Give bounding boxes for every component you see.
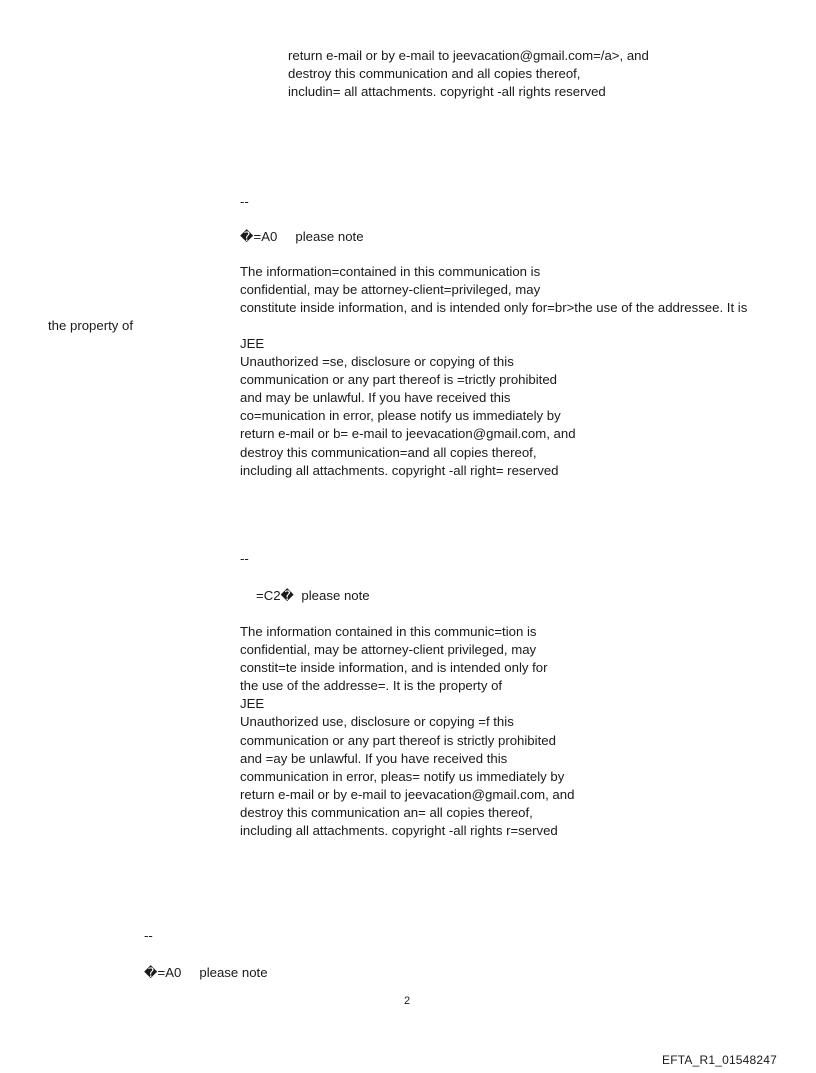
confidentiality-paragraph — [240, 263, 747, 317]
page-number: 2 — [404, 995, 411, 1007]
text-line: communication or any part thereof is =trictly prohibited — [240, 372, 558, 388]
text-line: the use of the addresse=. It is the property of — [240, 678, 503, 694]
text-line: and =ay be unlawful. If you have received this — [240, 750, 508, 766]
confidentiality-paragraph — [240, 623, 574, 840]
text-line: The information contained in this communic=tion is — [240, 624, 537, 639]
text-line: destroy this communication=and all copies thereof, — [240, 444, 537, 460]
text-line: destroy this communication and all copies thereof, — [288, 66, 581, 82]
text-line: communication or any part thereof is strictly prohibited — [240, 732, 556, 748]
separator: -- — [144, 928, 153, 943]
text-line: The information=contained in this communication is — [240, 264, 541, 279]
text-line: constit=te inside information, and is intended only for — [240, 660, 548, 676]
text-line: confidential, may be attorney-client=privileged, may — [240, 282, 541, 298]
note-label: please note — [295, 229, 364, 244]
top-paragraph — [288, 47, 649, 101]
note-prefix: �=A0 — [240, 229, 278, 244]
text-line: confidential, may be attorney-client privileged, may — [240, 642, 537, 658]
text-line: includin= all attachments. copyright -all rights reserved — [288, 84, 606, 100]
unauthorized-paragraph — [240, 335, 576, 480]
note-prefix: =C2� — [256, 588, 295, 603]
text-line: return e-mail or by e-mail to jeevacation@gmail.com, and — [240, 786, 575, 802]
please-note-line — [144, 964, 268, 982]
text-line: co=munication in error, please notify us immediately by — [240, 408, 561, 424]
text-line: return e-mail or by e-mail to jeevacation@gmail.com=/a>, and — [288, 48, 649, 63]
text-line: including all attachments. copyright -all right= reserved — [240, 462, 559, 478]
note-label: please note — [301, 588, 370, 603]
text-line: and may be unlawful. If you have received this — [240, 390, 511, 406]
text-line: destroy this communication an= all copies thereof, — [240, 804, 533, 820]
text-line: communication in error, pleas= notify us immediately by — [240, 768, 565, 784]
please-note-line — [256, 587, 370, 605]
note-label: please note — [199, 965, 268, 980]
text-line: return e-mail or b= e-mail to jeevacation@gmail.com, and — [240, 426, 576, 442]
please-note-line — [240, 228, 364, 246]
note-prefix: �=A0 — [144, 965, 182, 980]
text-line: Unauthorized use, disclosure or copying =f this — [240, 714, 514, 730]
wrapped-text: the property of — [48, 318, 134, 333]
separator: -- — [240, 194, 249, 209]
separator: -- — [240, 551, 249, 566]
text-line: constitute inside information, and is intended only for=br>the use of the addressee. It is — [240, 300, 748, 316]
text-line: Unauthorized =se, disclosure or copying of this — [240, 354, 514, 370]
text-line: JEE — [240, 696, 265, 712]
document-id-footer: EFTA_R1_01548247 — [662, 1053, 778, 1067]
text-line: JEE — [240, 336, 265, 351]
text-line: including all attachments. copyright -all rights r=served — [240, 823, 558, 839]
